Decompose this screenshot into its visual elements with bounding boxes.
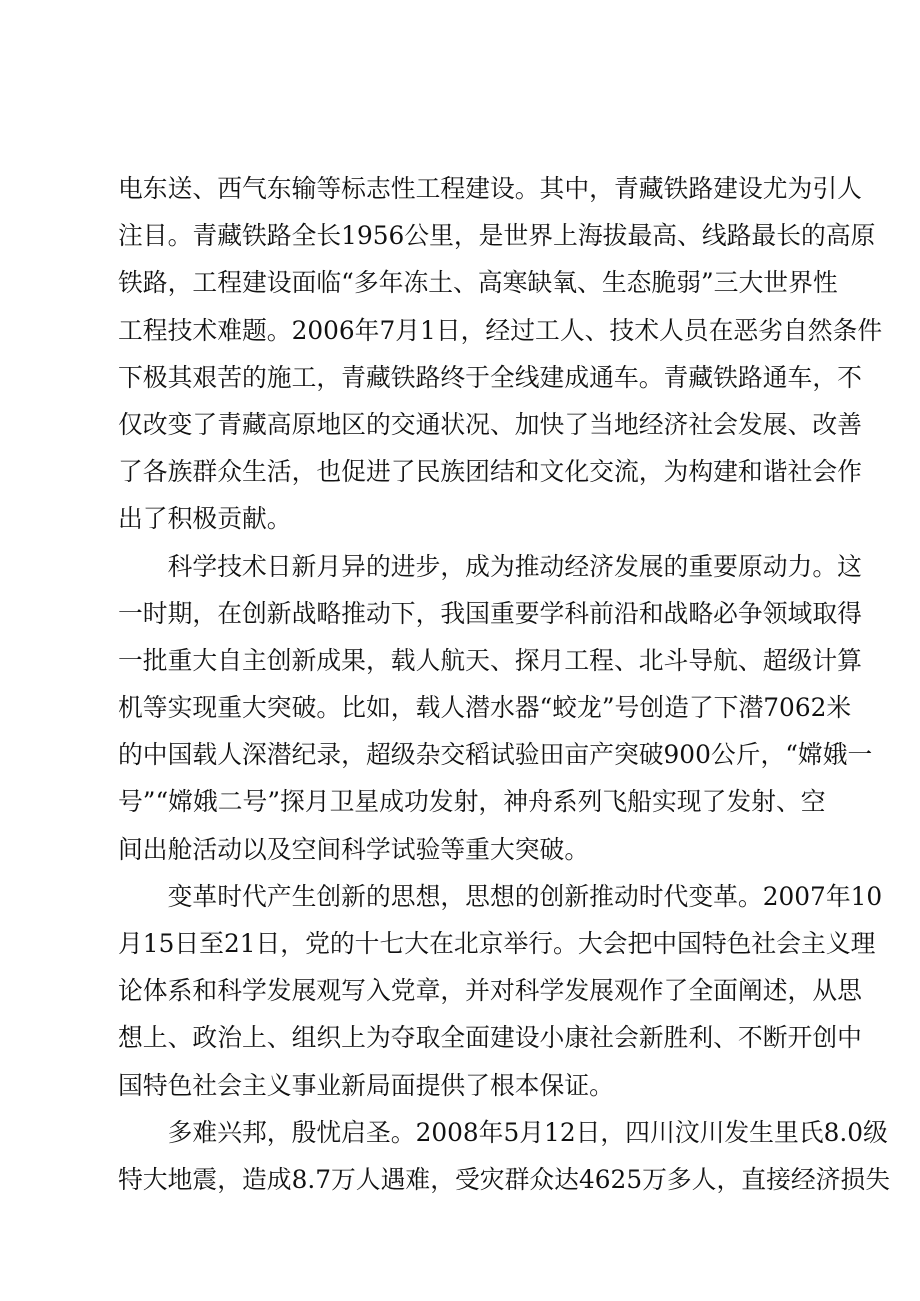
text-line: 变革时代产生创新的思想，思想的创新推动时代变革。2007年10 bbox=[167, 881, 883, 911]
text-line: 多难兴邦，殷忧启圣。2008年5月12日，四川汶川发生里氏8.0级 bbox=[167, 1117, 888, 1147]
text-line: 号”“嫦娥二号”探月卫星成功发射，神舟系列飞船实现了发射、空 bbox=[118, 787, 826, 817]
text-line: 一批重大自主创新成果，载人航天、探月工程、北斗导航、超级计算 bbox=[118, 645, 862, 675]
text-line: 论体系和科学发展观写入党章，并对科学发展观作了全面阐述，从思 bbox=[118, 976, 862, 1006]
paragraph-17th-congress bbox=[118, 873, 883, 1109]
text-line: 工程技术难题。2006年7月1日，经过工人、技术人员在恶劣自然条件 bbox=[118, 315, 883, 345]
text-line: 的中国载人深潜纪录，超级杂交稻试验田亩产突破900公斤，“嫦娥一 bbox=[118, 740, 873, 770]
text-line: 国特色社会主义事业新局面提供了根本保证。 bbox=[118, 1070, 614, 1100]
body-text bbox=[118, 165, 891, 1203]
text-line: 一时期，在创新战略推动下，我国重要学科前沿和战略必争领域取得 bbox=[118, 598, 862, 628]
text-line: 下极其艰苦的施工，青藏铁路终于全线建成通车。青藏铁路通车，不 bbox=[118, 362, 862, 392]
paragraph-wenchuan-earthquake bbox=[118, 1109, 891, 1203]
text-line: 了各族群众生活，也促进了民族团结和文化交流，为构建和谐社会作 bbox=[118, 457, 862, 487]
text-line: 电东送、西气东输等标志性工程建设。其中，青藏铁路建设尤为引人 bbox=[118, 174, 862, 203]
text-line: 间出舱活动以及空间科学试验等重大突破。 bbox=[118, 834, 590, 864]
text-line: 月15日至21日，党的十七大在北京举行。大会把中国特色社会主义理 bbox=[118, 929, 876, 958]
text-line: 注目。青藏铁路全长1956公里，是世界上海拔最高、线路最长的高原 bbox=[118, 221, 876, 251]
text-line: 科学技术日新月异的进步，成为推动经济发展的重要原动力。这 bbox=[167, 551, 862, 581]
text-line: 特大地震，造成8.7万人遇难，受灾群众达4625万多人，直接经济损失 bbox=[118, 1164, 891, 1194]
text-line: 仅改变了青藏高原地区的交通状况、加快了当地经济社会发展、改善 bbox=[118, 409, 862, 439]
text-line: 出了积极贡献。 bbox=[118, 504, 292, 534]
paragraph-qinghai-tibet-railway bbox=[118, 165, 883, 543]
paragraph-science-technology bbox=[118, 543, 873, 873]
text-line: 机等实现重大突破。比如，载人潜水器“蛟龙”号创造了下潜7062米 bbox=[118, 693, 852, 723]
text-line: 想上、政治上、组织上为夺取全面建设小康社会新胜利、不断开创中 bbox=[118, 1023, 862, 1053]
text-line: 铁路，工程建设面临“多年冻土、高寒缺氧、生态脆弱”三大世界性 bbox=[118, 268, 838, 298]
